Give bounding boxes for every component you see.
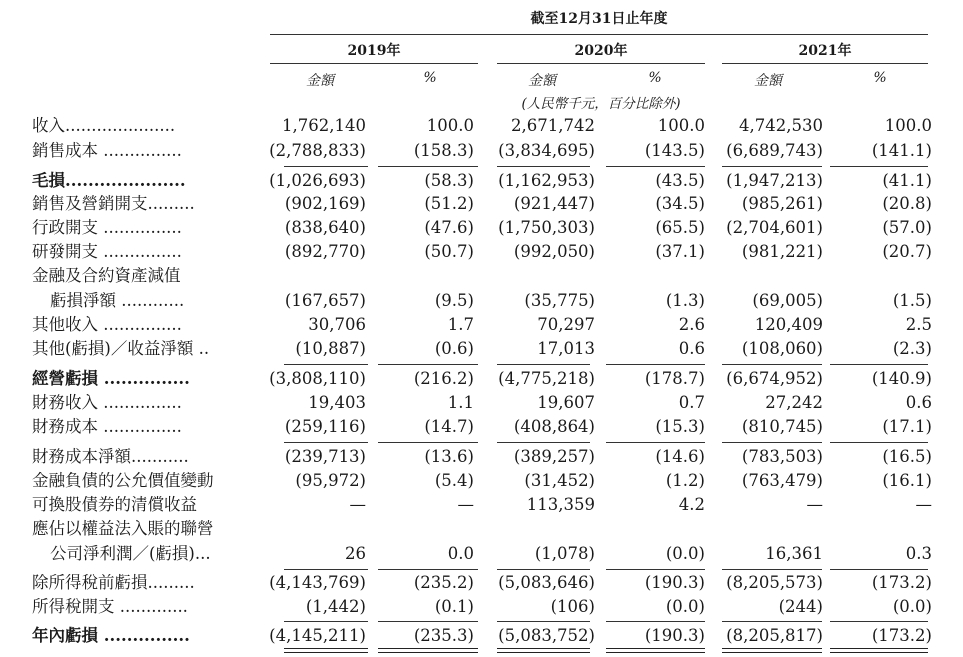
amount-cell: (783,503) <box>741 447 823 466</box>
percent-cell: (15.3) <box>655 417 705 436</box>
section-rule <box>378 166 478 167</box>
year-2020-rule <box>497 63 705 64</box>
section-rule <box>722 166 822 167</box>
amount-cell: (1,162,953) <box>498 171 595 190</box>
percent-cell: (0.0) <box>665 544 705 563</box>
amount-cell: 2,671,742 <box>511 116 595 135</box>
row-label: 經營虧損 ............... <box>32 369 190 388</box>
table-row <box>0 518 963 540</box>
table-row <box>0 416 963 438</box>
year-2021-header: 2021年 <box>798 43 852 59</box>
amount-cell: 27,242 <box>765 393 823 412</box>
row-label: 金融及合約資產減值 <box>32 266 181 285</box>
section-rule <box>606 621 705 622</box>
amount-cell: 17,013 <box>537 339 595 358</box>
amount-cell: — <box>806 495 823 514</box>
percent-cell: (50.7) <box>424 242 474 261</box>
row-label: 研發開支 ............... <box>32 242 182 261</box>
row-label: 毛損..................... <box>32 171 186 190</box>
period-rule <box>270 34 928 35</box>
table-row <box>0 596 963 618</box>
amount-cell: (892,770) <box>284 242 366 261</box>
table-row <box>0 625 963 647</box>
percent-cell: (1.2) <box>665 471 705 490</box>
percent-cell: 2.6 <box>678 315 705 334</box>
total-double-rule <box>606 648 705 653</box>
row-label: 除所得稅前虧損......... <box>32 573 195 592</box>
amount-cell: (69,005) <box>752 291 823 310</box>
amount-cell: 1,762,140 <box>282 116 366 135</box>
amount-cell: (2,704,601) <box>726 218 823 237</box>
percent-cell: (0.0) <box>892 597 932 616</box>
amount-cell: (4,145,211) <box>269 626 366 645</box>
amount-cell: (1,442) <box>305 597 366 616</box>
section-rule <box>284 364 368 365</box>
table-row <box>0 543 963 565</box>
total-double-rule <box>497 648 590 653</box>
table-row <box>0 265 963 287</box>
percent-cell: (14.7) <box>424 417 474 436</box>
amount-cell: (95,972) <box>295 471 366 490</box>
percent-cell: (58.3) <box>424 171 474 190</box>
percent-cell: 0.7 <box>678 393 705 412</box>
amount-cell: (1,750,303) <box>498 218 595 237</box>
section-rule <box>722 621 822 622</box>
amount-cell: 4,742,530 <box>739 116 823 135</box>
section-rule <box>497 569 590 570</box>
amount-cell: 70,297 <box>537 315 595 334</box>
section-rule <box>830 621 928 622</box>
percent-cell: 1.7 <box>447 315 474 334</box>
total-double-rule <box>722 648 822 653</box>
table-row <box>0 572 963 594</box>
section-rule <box>830 364 928 365</box>
percent-cell: (235.2) <box>413 573 474 592</box>
percent-cell: 0.6 <box>678 339 705 358</box>
percent-cell: 0.0 <box>447 544 474 563</box>
percent-cell: (57.0) <box>882 218 932 237</box>
percent-cell: (2.3) <box>892 339 932 358</box>
percent-cell: (14.6) <box>655 447 705 466</box>
percent-cell: 0.3 <box>905 544 932 563</box>
percent-cell: (43.5) <box>655 171 705 190</box>
section-rule <box>378 364 478 365</box>
percent-cell: (9.5) <box>434 291 474 310</box>
row-label: 財務收入 ............... <box>32 393 182 412</box>
table-row <box>0 290 963 312</box>
amount-cell: (1,026,693) <box>269 171 366 190</box>
amount-cell: (1,078) <box>534 544 595 563</box>
amount-cell: 30,706 <box>308 315 366 334</box>
amount-cell: (810,745) <box>741 417 823 436</box>
section-rule <box>284 621 368 622</box>
percent-cell: — <box>915 495 932 514</box>
percent-cell: (1.3) <box>665 291 705 310</box>
row-label: 收入..................... <box>32 116 176 135</box>
amount-cell: 26 <box>345 544 366 563</box>
amount-label-2019: 金額 <box>306 73 334 89</box>
amount-label-2021: 金額 <box>754 73 782 89</box>
amount-cell: 113,359 <box>526 495 595 514</box>
percent-cell: (235.3) <box>413 626 474 645</box>
amount-cell: (3,834,695) <box>498 141 595 160</box>
period-header: 截至12月31日止年度 <box>530 11 668 27</box>
percent-cell: 100.0 <box>426 116 474 135</box>
amount-cell: (838,640) <box>284 218 366 237</box>
percent-cell: (20.8) <box>882 194 932 213</box>
section-rule <box>830 442 928 443</box>
pct-label-2021: % <box>873 70 887 86</box>
total-double-rule <box>830 648 928 653</box>
amount-cell: (981,221) <box>741 242 823 261</box>
section-rule <box>606 442 705 443</box>
percent-cell: (178.7) <box>644 369 705 388</box>
row-label: 應佔以權益法入賬的聯營 <box>32 519 214 538</box>
percent-cell: (141.1) <box>871 141 932 160</box>
percent-cell: 100.0 <box>657 116 705 135</box>
row-label: 財務成本 ............... <box>32 417 182 436</box>
section-rule <box>497 442 590 443</box>
row-label: 年內虧損 ............... <box>32 626 190 645</box>
year-2020-header: 2020年 <box>574 43 628 59</box>
row-label: 銷售成本 ............... <box>32 141 182 160</box>
section-rule <box>284 569 368 570</box>
section-rule <box>497 364 590 365</box>
unit-note: (人民幣千元，百分比除外) <box>521 96 681 112</box>
amount-cell: (1,947,213) <box>726 171 823 190</box>
table-row <box>0 170 963 192</box>
amount-cell: — <box>349 495 366 514</box>
year-2019-rule <box>270 63 478 64</box>
percent-cell: (1.5) <box>892 291 932 310</box>
row-label: 虧損淨額 ............ <box>50 291 185 310</box>
percent-cell: (190.3) <box>644 573 705 592</box>
table-row <box>0 115 963 137</box>
section-rule <box>284 166 368 167</box>
percent-cell: (0.1) <box>434 597 474 616</box>
amount-cell: 19,403 <box>308 393 366 412</box>
percent-cell: 0.6 <box>905 393 932 412</box>
amount-cell: 120,409 <box>754 315 823 334</box>
percent-cell: 1.1 <box>447 393 474 412</box>
total-double-rule <box>284 648 368 653</box>
amount-cell: (4,143,769) <box>269 573 366 592</box>
percent-cell: (140.9) <box>871 369 932 388</box>
amount-cell: (35,775) <box>524 291 595 310</box>
table-row <box>0 314 963 336</box>
row-label: 財務成本淨額........... <box>32 447 189 466</box>
percent-cell: (13.6) <box>424 447 474 466</box>
percent-cell: (20.7) <box>882 242 932 261</box>
row-label: 可換股債券的清償收益 <box>32 495 197 514</box>
amount-cell: (8,205,817) <box>726 626 823 645</box>
table-row <box>0 217 963 239</box>
percent-cell: (173.2) <box>871 573 932 592</box>
amount-cell: (167,657) <box>284 291 366 310</box>
amount-cell: (108,060) <box>741 339 823 358</box>
amount-cell: (408,864) <box>513 417 595 436</box>
amount-cell: (5,083,646) <box>498 573 595 592</box>
pct-label-2019: % <box>423 70 437 86</box>
table-row <box>0 140 963 162</box>
amount-cell: (389,257) <box>513 447 595 466</box>
section-rule <box>378 621 478 622</box>
amount-cell: (902,169) <box>284 194 366 213</box>
table-row <box>0 338 963 360</box>
table-row <box>0 193 963 215</box>
amount-cell: 19,607 <box>537 393 595 412</box>
section-rule <box>830 569 928 570</box>
pct-label-2020: % <box>648 70 662 86</box>
percent-cell: — <box>457 495 474 514</box>
amount-cell: (4,775,218) <box>498 369 595 388</box>
percent-cell: (16.1) <box>882 471 932 490</box>
year-2019-header: 2019年 <box>347 43 401 59</box>
amount-cell: (921,447) <box>513 194 595 213</box>
section-rule <box>497 166 590 167</box>
percent-cell: (41.1) <box>882 171 932 190</box>
row-label: 其他(虧損)／收益淨額 .. <box>32 339 210 358</box>
table-row <box>0 368 963 390</box>
section-rule <box>830 166 928 167</box>
section-rule <box>284 442 368 443</box>
section-rule <box>378 569 478 570</box>
year-2021-rule <box>722 63 928 64</box>
percent-cell: (47.6) <box>424 218 474 237</box>
section-rule <box>722 569 822 570</box>
amount-cell: (992,050) <box>513 242 595 261</box>
amount-cell: (2,788,833) <box>269 141 366 160</box>
amount-cell: (6,674,952) <box>726 369 823 388</box>
percent-cell: (16.5) <box>882 447 932 466</box>
amount-cell: (3,808,110) <box>269 369 366 388</box>
amount-cell: (259,116) <box>284 417 366 436</box>
percent-cell: (34.5) <box>655 194 705 213</box>
amount-cell: 16,361 <box>765 544 823 563</box>
percent-cell: (5.4) <box>434 471 474 490</box>
amount-cell: (5,083,752) <box>498 626 595 645</box>
amount-cell: (10,887) <box>295 339 366 358</box>
percent-cell: (158.3) <box>413 141 474 160</box>
amount-label-2020: 金額 <box>528 73 556 89</box>
row-label: 公司淨利潤／(虧損)... <box>50 544 211 563</box>
percent-cell: (190.3) <box>644 626 705 645</box>
amount-cell: (763,479) <box>741 471 823 490</box>
total-double-rule <box>378 648 478 653</box>
percent-cell: 2.5 <box>905 315 932 334</box>
amount-cell: (985,261) <box>741 194 823 213</box>
percent-cell: (173.2) <box>871 626 932 645</box>
percent-cell: (17.1) <box>882 417 932 436</box>
percent-cell: (0.6) <box>434 339 474 358</box>
row-label: 金融負債的公允價值變動 <box>32 471 214 490</box>
percent-cell: 4.2 <box>678 495 705 514</box>
table-row <box>0 446 963 468</box>
percent-cell: (51.2) <box>424 194 474 213</box>
percent-cell: (0.0) <box>665 597 705 616</box>
row-label: 銷售及營銷開支......... <box>32 194 195 213</box>
amount-cell: (8,205,573) <box>726 573 823 592</box>
amount-cell: (106) <box>550 597 595 616</box>
table-row <box>0 494 963 516</box>
amount-cell: (239,713) <box>284 447 366 466</box>
row-label: 所得稅開支 ............. <box>32 597 188 616</box>
percent-cell: (216.2) <box>413 369 474 388</box>
row-label: 其他收入 ............... <box>32 315 182 334</box>
amount-cell: (31,452) <box>524 471 595 490</box>
percent-cell: 100.0 <box>884 116 932 135</box>
percent-cell: (37.1) <box>655 242 705 261</box>
row-label: 行政開支 ............... <box>32 218 182 237</box>
section-rule <box>606 364 705 365</box>
percent-cell: (65.5) <box>655 218 705 237</box>
section-rule <box>722 442 822 443</box>
section-rule <box>497 621 590 622</box>
section-rule <box>606 569 705 570</box>
section-rule <box>378 442 478 443</box>
table-row <box>0 241 963 263</box>
amount-cell: (244) <box>778 597 823 616</box>
percent-cell: (143.5) <box>644 141 705 160</box>
amount-cell: (6,689,743) <box>726 141 823 160</box>
table-row <box>0 392 963 414</box>
section-rule <box>606 166 705 167</box>
section-rule <box>722 364 822 365</box>
table-row <box>0 470 963 492</box>
